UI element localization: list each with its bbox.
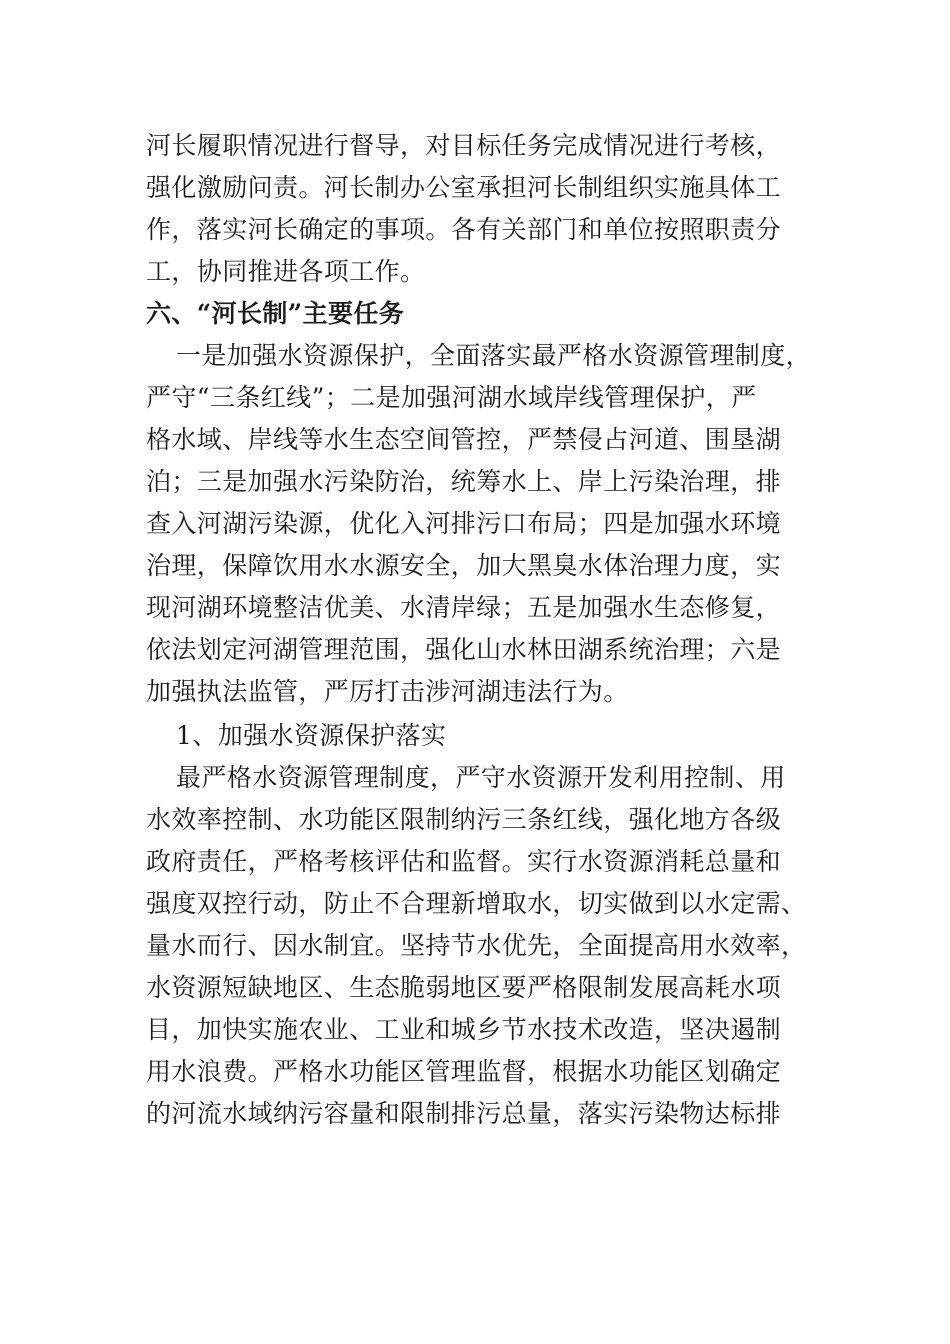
paragraph-first-line: 一是加强水资源保护，全面落实最严格水资源管理制度，: [176, 341, 812, 370]
subsection-heading: 1、加强水资源保护落实: [176, 721, 447, 750]
paragraph-first-line: 最严格水资源管理制度，严守水资源开发利用控制、用: [176, 763, 786, 792]
text-line: 目，加快实施农业、工业和城乡节水技术改造，坚决遏制: [146, 1015, 782, 1044]
text-line: 加强执法监管，严厉打击涉河湖违法行为。: [146, 677, 629, 706]
text-line: 河长履职情况进行督导，对目标任务完成情况进行考核，: [146, 131, 782, 160]
text-line: 查入河湖污染源，优化入河排污口布局；四是加强水环境: [146, 509, 782, 538]
text-line: 泊；三是加强水污染防治，统筹水上、岸上污染治理，排: [146, 467, 782, 496]
text-line: 强化激励问责。河长制办公室承担河长制组织实施具体工: [146, 173, 782, 202]
text-line: 用水浪费。严格水功能区管理监督，根据水功能区划确定: [146, 1057, 782, 1086]
text-line: 严守“三条红线”；二是加强河湖水域岸线管理保护，严: [146, 383, 757, 412]
text-line: 强度双控行动，防止不合理新增取水，切实做到以水定需、: [146, 889, 807, 918]
text-line: 水效率控制、水功能区限制纳污三条红线，强化地方各级: [146, 805, 782, 834]
text-line: 格水域、岸线等水生态空间管控，严禁侵占河道、围垦湖: [146, 425, 782, 454]
text-line: 量水而行、因水制宜。坚持节水优先，全面提高用水效率，: [146, 931, 807, 960]
text-line: 政府责任，严格考核评估和监督。实行水资源消耗总量和: [146, 847, 782, 876]
text-line: 水资源短缺地区、生态脆弱地区要严格限制发展高耗水项: [146, 973, 782, 1002]
text-line: 的河流水域纳污容量和限制排污总量，落实污染物达标排: [146, 1099, 782, 1128]
text-line: 作，落实河长确定的事项。各有关部门和单位按照职责分: [146, 215, 782, 244]
text-line: 现河湖环境整洁优美、水清岸绿；五是加强水生态修复，: [146, 593, 782, 622]
section-heading: 六、“河长制”主要任务: [146, 299, 405, 328]
text-line: 治理，保障饮用水水源安全，加大黑臭水体治理力度，实: [146, 551, 782, 580]
text-line: 工，协同推进各项工作。: [146, 257, 426, 286]
text-line: 依法划定河湖管理范围，强化山水林田湖系统治理；六是: [146, 635, 782, 664]
